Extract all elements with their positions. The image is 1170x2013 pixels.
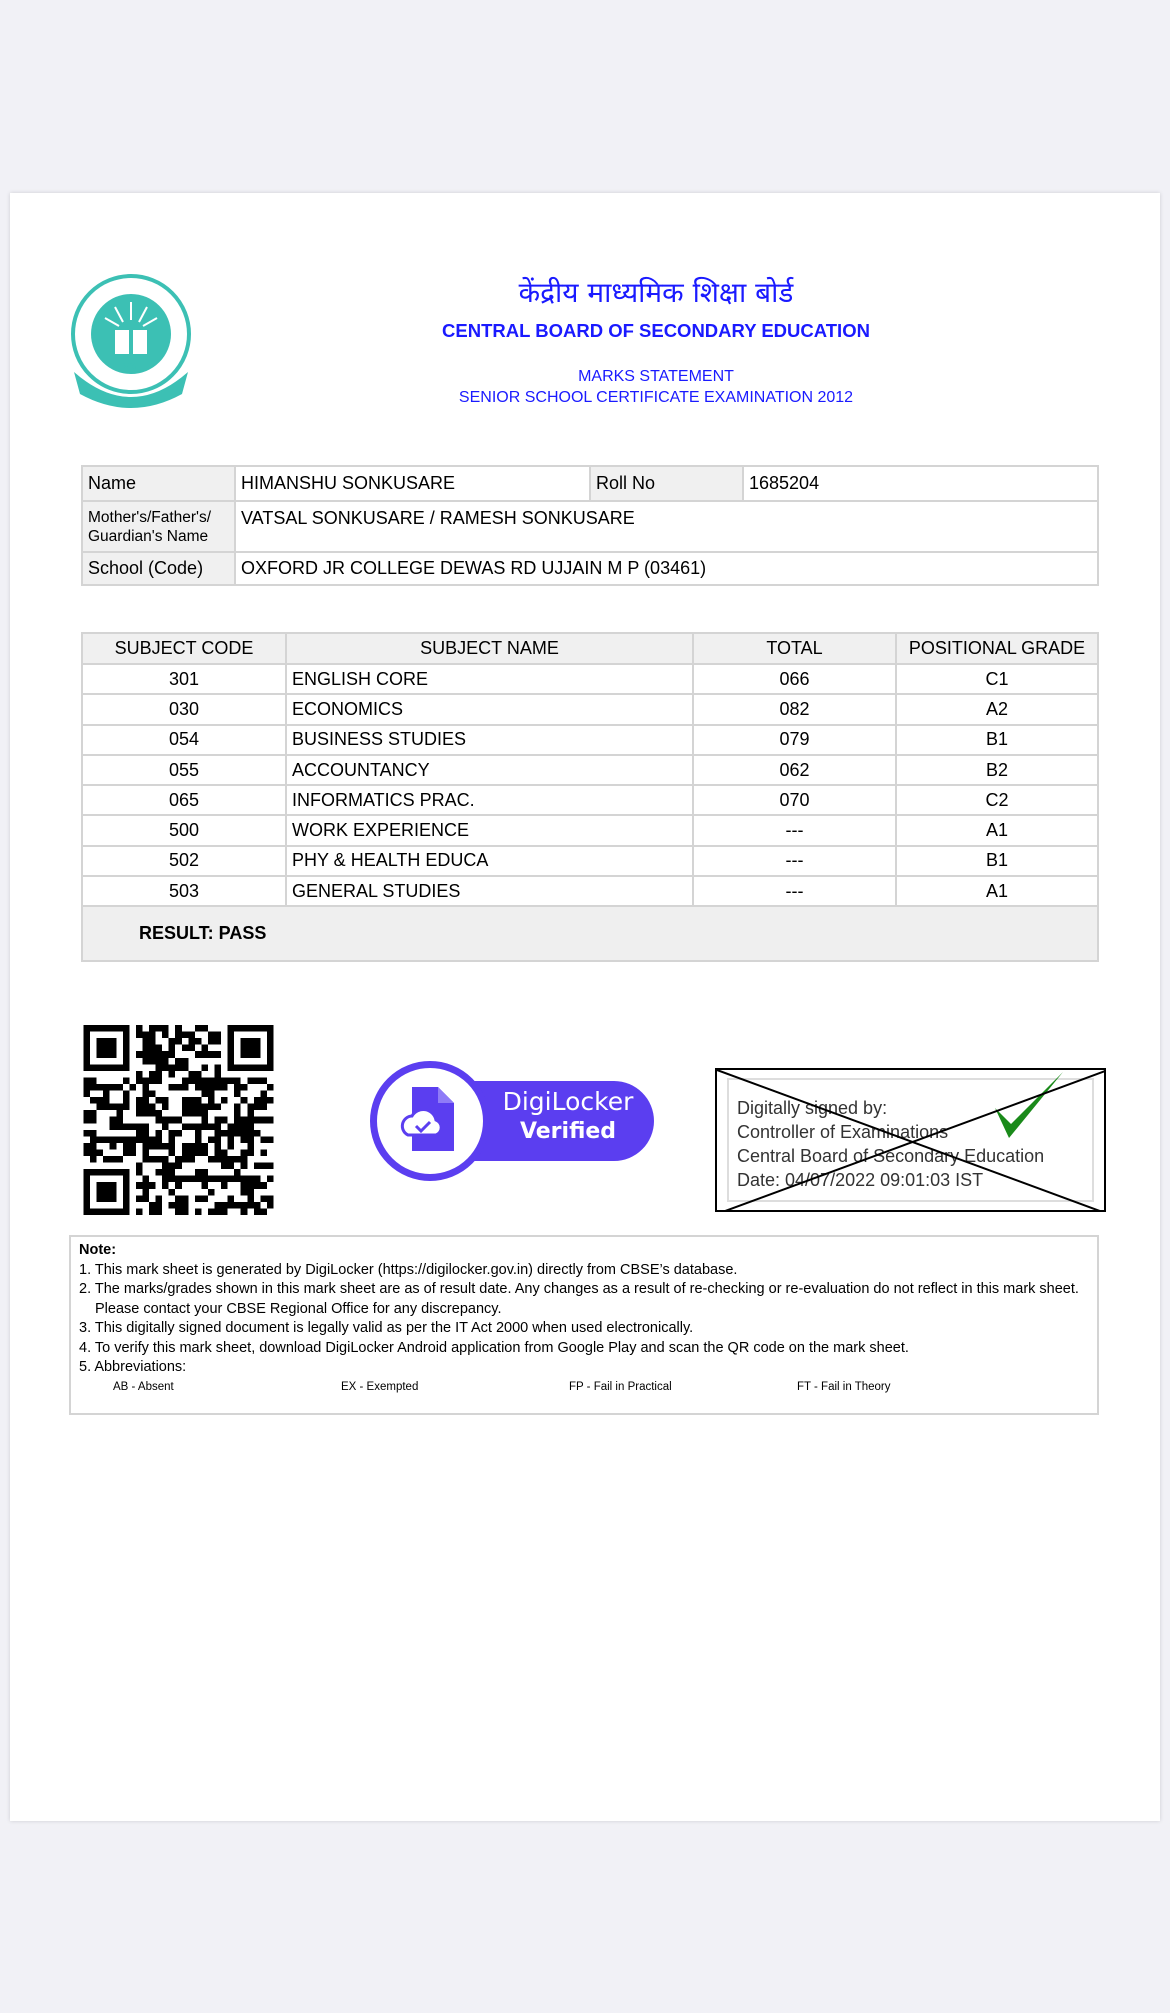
signature-invalid-cross-icon — [717, 1070, 1106, 1212]
marks-row — [82, 694, 1098, 724]
marks-row — [82, 664, 1098, 694]
sig-line: Digitally signed by: — [737, 1098, 888, 1118]
subject-code: 301 — [82, 664, 286, 694]
badge-line2: Verified — [519, 1119, 617, 1144]
badge-line1: DigiLocker — [502, 1087, 634, 1116]
name-label: Name — [82, 466, 235, 501]
qr-code[interactable] — [83, 1025, 274, 1215]
student-info-table — [81, 465, 1099, 586]
parent-names: VATSAL SONKUSARE / RAMESH SONKUSARE — [235, 501, 1098, 552]
total-marks: --- — [693, 815, 896, 845]
cbse-logo — [70, 272, 193, 411]
grade: A2 — [896, 694, 1098, 724]
marks-table — [81, 632, 1099, 962]
marks-row — [82, 846, 1098, 876]
exam-name: SENIOR SCHOOL CERTIFICATE EXAMINATION 2012 — [458, 389, 854, 406]
subject-name: PHY & HEALTH EDUCA — [286, 846, 693, 876]
abbr-fail-practical: FP - Fail in Practical — [569, 1380, 672, 1393]
total-marks: 066 — [693, 664, 896, 694]
subject-name: GENERAL STUDIES — [286, 876, 693, 906]
col-grade: POSITIONAL GRADE — [896, 633, 1098, 664]
marks-row — [82, 725, 1098, 755]
col-subject-name: SUBJECT NAME — [286, 633, 693, 664]
parent-label: Mother's/Father's/ Guardian's Name — [82, 501, 235, 552]
note-item: 4. To verify this mark sheet, download DigiLocker Android application from Google Play and scan the QR code on the mark sheet. — [79, 1339, 909, 1356]
total-marks: 070 — [693, 785, 896, 815]
roll-number: 1685204 — [743, 466, 1098, 501]
subject-code: 502 — [82, 846, 286, 876]
subject-name: ECONOMICS — [286, 694, 693, 724]
marks-row — [82, 785, 1098, 815]
total-marks: 062 — [693, 755, 896, 785]
col-subject-code: SUBJECT CODE — [82, 633, 286, 664]
grade: C2 — [896, 785, 1098, 815]
subject-code: 503 — [82, 876, 286, 906]
grade: A1 — [896, 876, 1098, 906]
subject-code: 500 — [82, 815, 286, 845]
subject-code: 054 — [82, 725, 286, 755]
digilocker-verified-badge — [370, 1061, 657, 1181]
note-item: 1. This mark sheet is generated by DigiLocker (https://digilocker.gov.in) directly from CBSE’s database. — [79, 1261, 738, 1278]
subject-code: 055 — [82, 755, 286, 785]
result: RESULT: PASS — [82, 906, 1098, 961]
school-label: School (Code) — [82, 552, 235, 585]
note-item: 2. The marks/grades shown in this mark sheet are as of result date. Any changes as a result of re-checking or re-evaluation do not reflect in this mark sheet. Please contact your CBSE Regional Office for any discrepancy. — [79, 1281, 1079, 1317]
school-name: OXFORD JR COLLEGE DEWAS RD UJJAIN M P (03461) — [235, 552, 1098, 585]
digital-signature-box[interactable] — [715, 1068, 1106, 1212]
grade: C1 — [896, 664, 1098, 694]
document-subtitle: MARKS STATEMENT — [578, 368, 734, 385]
marks-row — [82, 755, 1098, 785]
abbr-exempted: EX - Exempted — [341, 1380, 419, 1393]
marks-row — [82, 815, 1098, 845]
svg-text:भारत: भारत — [122, 362, 140, 372]
sig-line: Controller of Examinations — [737, 1122, 949, 1142]
note-item: 5. Abbreviations: — [79, 1359, 187, 1375]
grade: B1 — [896, 725, 1098, 755]
cloud-document-icon — [398, 1085, 462, 1155]
subject-name: INFORMATICS PRAC. — [286, 785, 693, 815]
subject-name: BUSINESS STUDIES — [286, 725, 693, 755]
total-marks: 082 — [693, 694, 896, 724]
marks-statement-page — [10, 193, 1160, 1821]
grade: B1 — [896, 846, 1098, 876]
grade: B2 — [896, 755, 1098, 785]
note-title: Note: — [79, 1242, 117, 1258]
notes-box — [69, 1235, 1099, 1415]
subject-name: ENGLISH CORE — [286, 664, 693, 694]
student-name: HIMANSHU SONKUSARE — [235, 466, 590, 501]
total-marks: 079 — [693, 725, 896, 755]
subject-name: ACCOUNTANCY — [286, 755, 693, 785]
subject-name: WORK EXPERIENCE — [286, 815, 693, 845]
board-title: CENTRAL BOARD OF SECONDARY EDUCATION — [442, 320, 870, 341]
roll-label: Roll No — [590, 466, 743, 501]
sig-line: Date: 04/07/2022 09:01:03 IST — [737, 1170, 984, 1190]
total-marks: --- — [693, 876, 896, 906]
marks-row — [82, 876, 1098, 906]
hindi-board-title: केंद्रीय माध्यमिक शिक्षा बोर्ड — [518, 276, 794, 309]
note-item: 3. This digitally signed document is legally valid as per the IT Act 2000 when used electronically. — [79, 1320, 694, 1336]
abbr-absent: AB - Absent — [113, 1380, 174, 1393]
col-total: TOTAL — [693, 633, 896, 664]
subject-code: 065 — [82, 785, 286, 815]
abbr-fail-theory: FT - Fail in Theory — [797, 1380, 891, 1393]
subject-code: 030 — [82, 694, 286, 724]
total-marks: --- — [693, 846, 896, 876]
sig-line: Central Board of Secondary Education — [737, 1146, 1045, 1166]
grade: A1 — [896, 815, 1098, 845]
